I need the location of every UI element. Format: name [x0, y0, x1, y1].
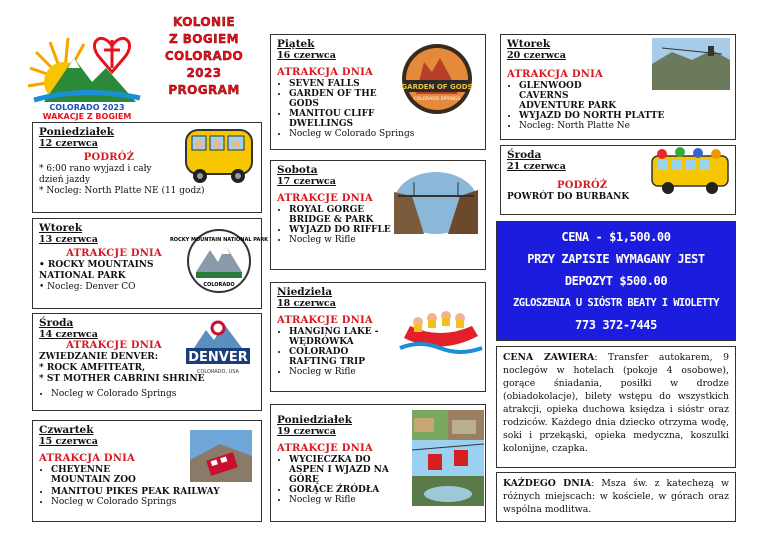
glenwood-caverns-image: [652, 38, 730, 90]
day-card-14-june: Środa 14 czerwca ATRAKCJE DNIA ZWIEDZANIE DENVER: * ROCK AMFITEATR, * ST MOTHER CABRINI SHRINE • Nocleg w Colorado Springs: [32, 313, 262, 411]
logo-text-1: COLORADO 2023: [49, 103, 125, 112]
garden-of-gods-badge: [400, 42, 474, 116]
denver-badge: [186, 318, 250, 376]
day-card-17-june: Sobota 17 czerwca ATRAKCJE DNIA • ROYAL GORGE BRIDGE & PARK • WYJAZD DO RIFFLE • Nocleg w Rifle: [270, 160, 486, 270]
day-card-19-june: Poniedziałek 19 czerwca ATRAKCJE DNIA • WYCIECZKA DO ASPEN I WJAZD NA GÓRĘ • GORĄCE ŹRÓDŁA • Nocleg w Rifle: [270, 404, 486, 522]
rocky-mountain-np-badge: [169, 228, 269, 294]
day-card-13-june: Wtorek 13 czerwca ATRAKCJE DNIA • ROCKY MOUNTAINS NATIONAL PARK • Nocleg: Denver CO: [32, 218, 262, 309]
svg-text:COLORADO: COLORADO: [203, 282, 235, 288]
svg-text:COLORADO, USA: COLORADO, USA: [197, 369, 239, 375]
deposit-amount: DEPOZYT $500.00: [564, 274, 668, 288]
aspen-gondola-collage: [412, 410, 484, 506]
colorado-logo: [24, 28, 150, 122]
svg-text:ROCKY MOUNTAIN NATIONAL PARK: ROCKY MOUNTAIN NATIONAL PARK: [169, 237, 269, 243]
royal-gorge-bridge-image: [394, 172, 478, 234]
return-bus-image: [650, 148, 732, 198]
pikes-peak-railway-image: [190, 430, 252, 482]
day-card-18-june: Niedziela 18 czerwca ATRAKCJE DNIA • HANGING LAKE - WĘDRÓWKA • COLORADO RAFTING TRIP • Nocleg w Rifle: [270, 282, 486, 392]
logo-text-2: WAKACJE Z BOGIEM: [42, 112, 132, 121]
school-bus-image: [182, 124, 256, 186]
price-line: CENA - $1,500.00: [561, 230, 671, 244]
day-card-20-june: Wtorek 20 czerwca ATRAKCJA DNIA • GLENWOOD CAVERNS ADVENTURE PARK • WYJAZD DO NORTH PLATTE • Nocleg: North Platte Ne: [500, 34, 736, 140]
day-card-12-june: Poniedziałek 12 czerwca PODRÓŻ * 6:00 rano wyjazd i cały dzień jazdy * Nocleg: North Platte NE (11 godz): [32, 122, 262, 213]
deposit-note: PRZY ZAPISIE WYMAGANY JEST: [527, 252, 705, 266]
program-title: KOLONIE Z BOGIEM COLORADO 2023 PROGRAM: [164, 15, 244, 97]
phone-number: 773 372-7445: [575, 318, 657, 332]
rafting-image: [400, 286, 482, 358]
day-card-21-june: Środa 21 czerwca PODRÓŻ POWRÓT DO BURBANK: [500, 145, 736, 215]
every-day-box: KAŻDEGO DNIA: Msza św. z katechezą w różnych miejscach: w kościele, w górach oraz wspólna modlitwa.: [496, 472, 736, 522]
price-box: [496, 221, 736, 341]
svg-text:GARDEN OF GODS: GARDEN OF GODS: [401, 83, 473, 91]
registration-note: ZGLOSZENIA U SIÓSTR BEATY I WIOLETTY: [513, 297, 719, 309]
svg-text:COLORADO SPRINGS: COLORADO SPRINGS: [413, 97, 461, 102]
price-includes-box: CENA ZAWIERA: Transfer autokarem, 9 noclegów w hotelach (pokoje 4 osobowe), gorące śniadania, posiłki w drodze (obiadokolacje), bilety wstępu do wszystkich atrakcji, opieka duchowa księdza i sióstr oraz rodziców. Każdego dnia dziecko otrzyma wodę, soki i przekąski, opieka medyczna, koszulki kolonijne, czapka.: [496, 346, 736, 468]
day-card-15-june: Czwartek 15 czerwca ATRAKCJA DNIA • CHEYENNE MOUNTAIN ZOO • MANITOU PIKES PEAK RAILWAY • Nocleg w Colorado Springs: [32, 420, 262, 522]
day-card-16-june: Piątek 16 czerwca ATRAKCJA DNIA • SEVEN FALLS • GARDEN OF THE GODS • MANITOU CLIFF DWELLINGS • Nocleg w Colorado Springs: [270, 34, 486, 150]
svg-text:DENVER: DENVER: [188, 350, 248, 365]
